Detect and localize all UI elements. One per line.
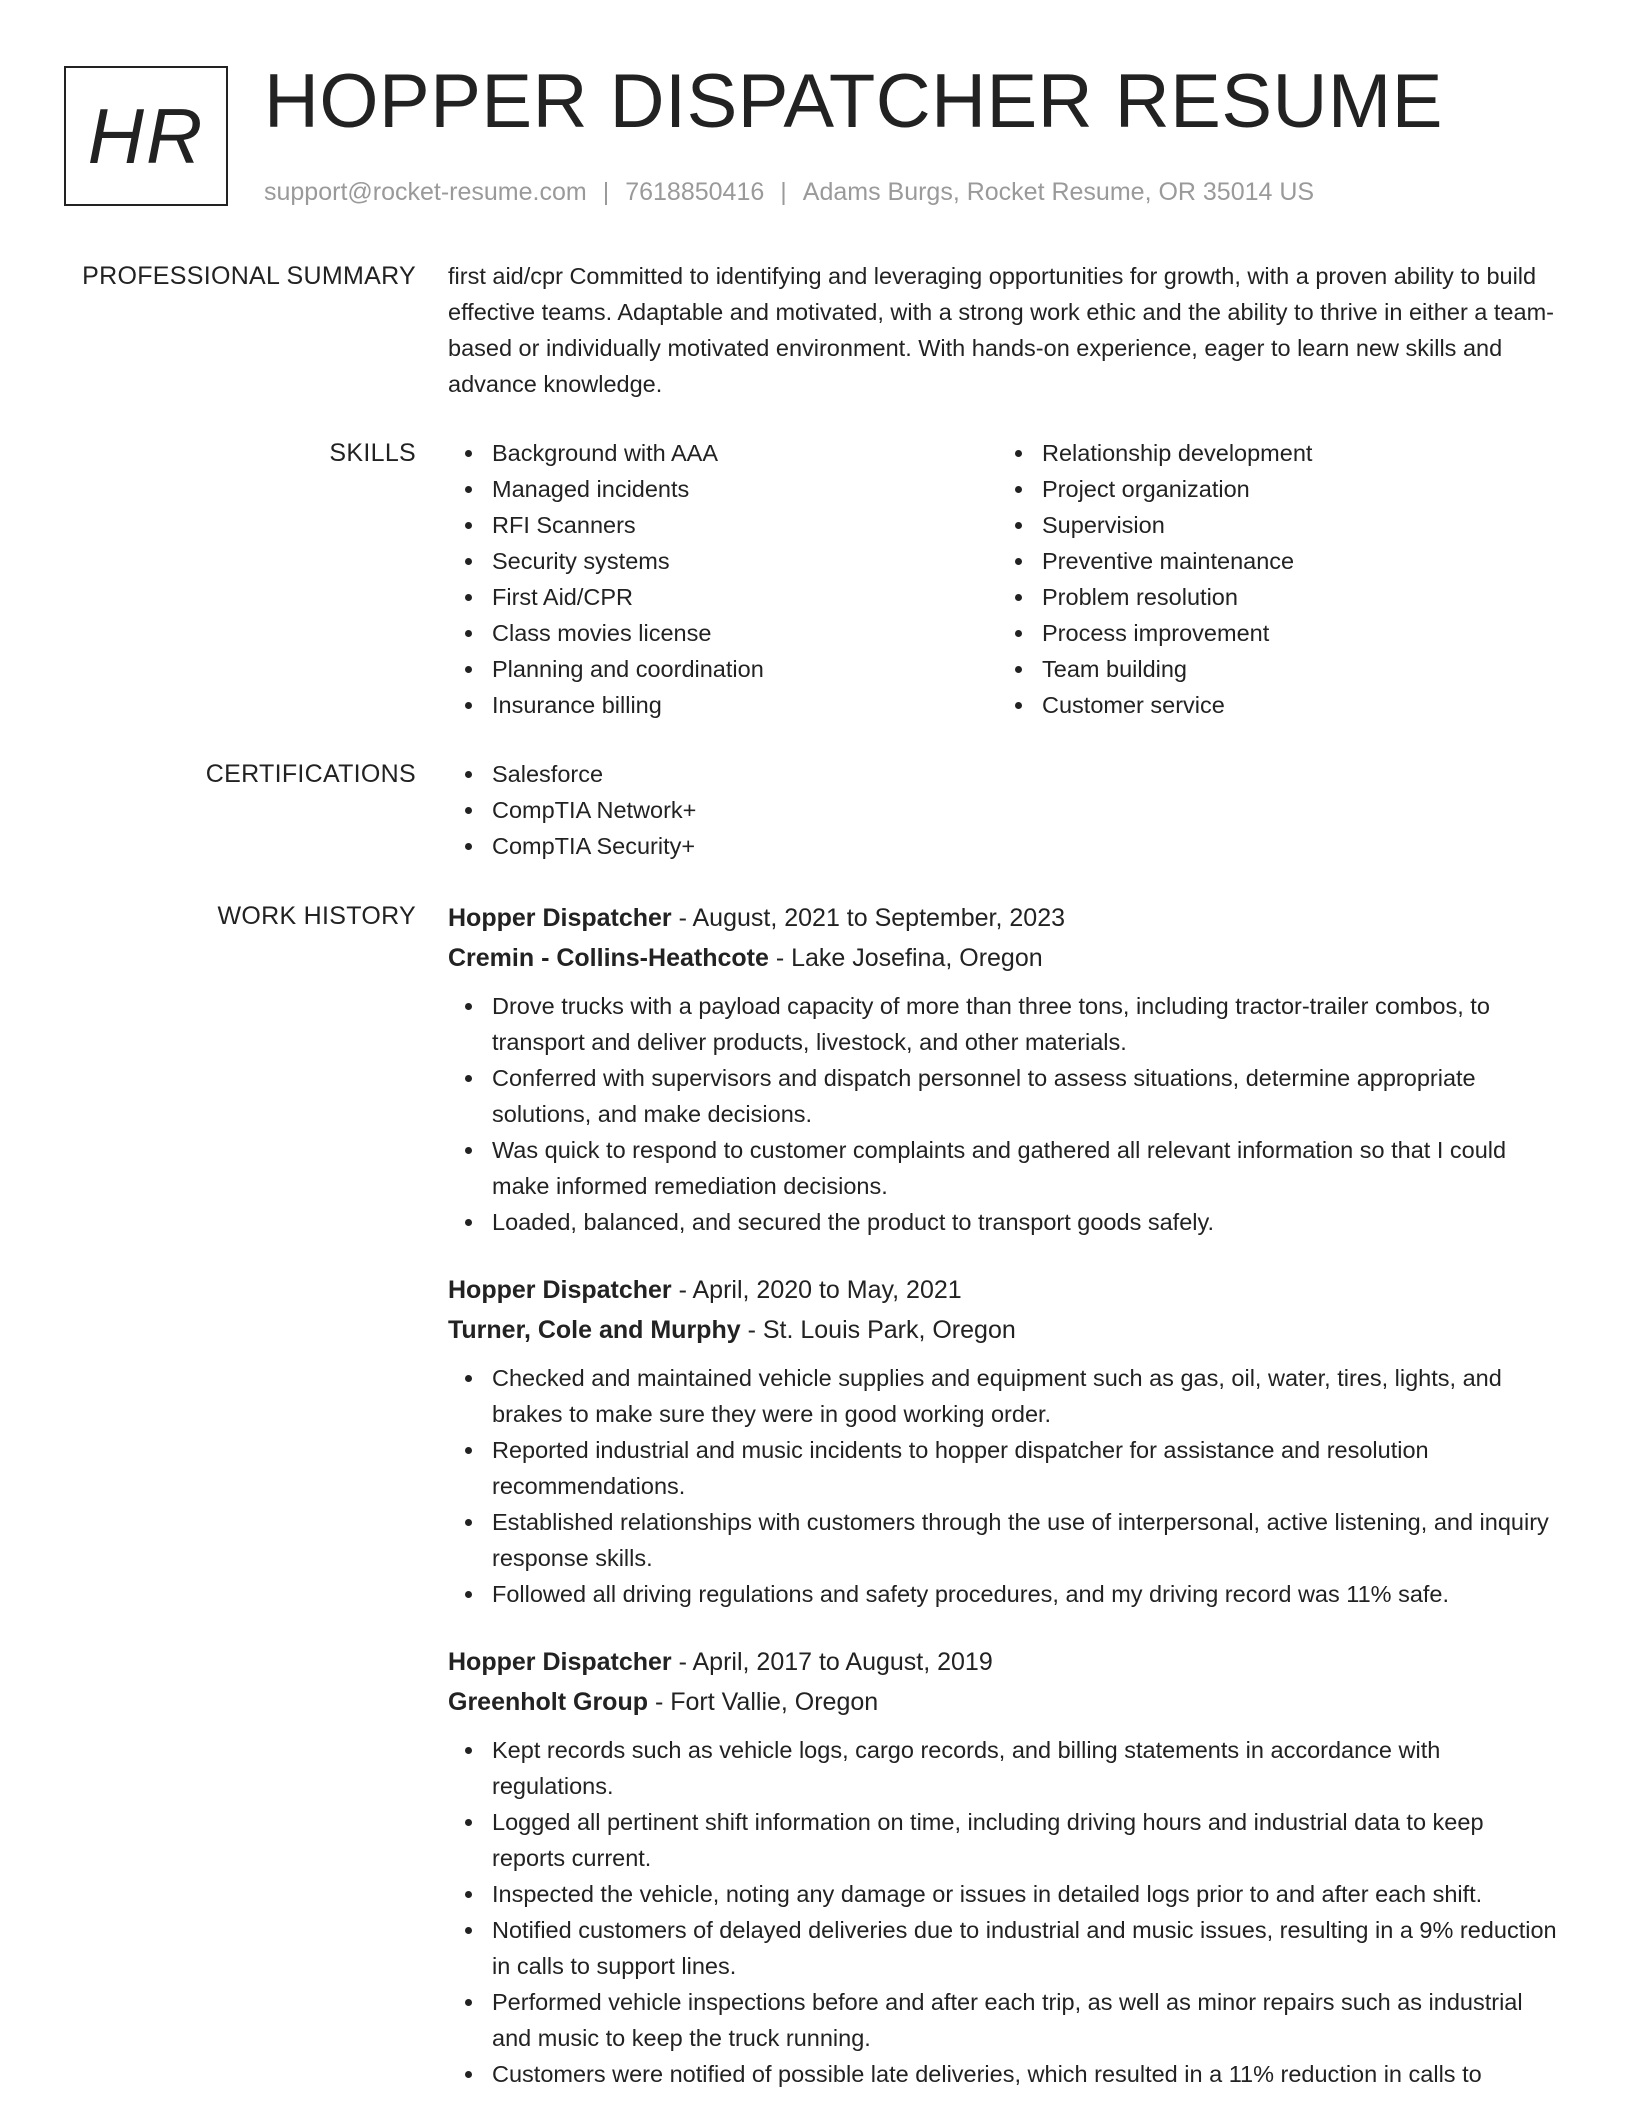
job-bullets [448, 1732, 1563, 2092]
job-company: Greenholt Group [448, 1688, 648, 1716]
list-item: RFI Scanners [448, 507, 998, 543]
list-item: Reported industrial and music incidents to hopper dispatcher for assistance and resolution recommendations. [448, 1432, 1563, 1504]
list-item: Project organization [998, 471, 1548, 507]
job-title-line [448, 1270, 1563, 1310]
list-item: Customers were notified of possible late deliveries, which resulted in a 11% reduction in calls to [448, 2056, 1563, 2092]
work-history-body [448, 898, 1563, 2112]
list-item: Inspected the vehicle, noting any damage or issues in detailed logs prior to and after each shift. [448, 1876, 1563, 1912]
job-entry [448, 1270, 1563, 1612]
list-item: CompTIA Network+ [448, 792, 1563, 828]
skills-list-left [448, 435, 998, 723]
job-location: - Fort Vallie, Oregon [648, 1688, 879, 1716]
contact-separator: | [780, 178, 787, 206]
list-item: Background with AAA [448, 435, 998, 471]
summary-body [448, 258, 1563, 402]
contact-address: Adams Burgs, Rocket Resume, OR 35014 US [802, 178, 1315, 206]
section-label-work-history: WORK HISTORY [217, 902, 416, 930]
list-item: Preventive maintenance [998, 543, 1548, 579]
list-item: Managed incidents [448, 471, 998, 507]
certifications-list [448, 756, 1563, 864]
job-company-line [448, 1682, 1563, 1722]
list-item: Customer service [998, 687, 1548, 723]
list-item: Drove trucks with a payload capacity of more than three tons, including tractor-trailer combos, to transport and deliver products, livestock, and other materials. [448, 988, 1563, 1060]
list-item: Class movies license [448, 615, 998, 651]
job-location: - Lake Josefina, Oregon [768, 944, 1043, 972]
list-item: Established relationships with customers through the use of interpersonal, active listening, and inquiry response skills. [448, 1504, 1563, 1576]
summary-text: first aid/cpr Committed to identifying and leveraging opportunities for growth, with a proven ability to build effective teams. Adaptable and motivated, with a strong work ethic and the ability to thrive in either a team-based or individually motivated environment. With hands-on experience, eager to learn new skills and advance knowledge. [448, 263, 1554, 397]
list-item: Planning and coordination [448, 651, 998, 687]
contact-separator: | [602, 178, 610, 206]
job-dates: - April, 2017 to August, 2019 [671, 1648, 993, 1676]
monogram-initials: HR [87, 92, 205, 180]
job-location: - St. Louis Park, Oregon [740, 1316, 1016, 1344]
list-item: Process improvement [998, 615, 1548, 651]
job-title-line [448, 898, 1563, 938]
job-title: Hopper Dispatcher [448, 1648, 672, 1676]
contact-email[interactable]: support@rocket-resume.com [264, 178, 587, 206]
skills-body [448, 435, 1563, 723]
job-title: Hopper Dispatcher [448, 904, 672, 932]
list-item: Logged all pertinent shift information on time, including driving hours and industrial data to keep reports current. [448, 1804, 1563, 1876]
list-item: Relationship development [998, 435, 1548, 471]
job-company: Cremin - Collins-Heathcote [448, 944, 769, 972]
list-item: Security systems [448, 543, 998, 579]
job-entry [448, 898, 1563, 1240]
list-item: Checked and maintained vehicle supplies and equipment such as gas, oil, water, tires, lights, and brakes to make sure they were in good working order. [448, 1360, 1563, 1432]
list-item: First Aid/CPR [448, 579, 998, 615]
list-item: Was quick to respond to customer complaints and gathered all relevant information so that I could make informed remediation decisions. [448, 1132, 1563, 1204]
list-item: Conferred with supervisors and dispatch personnel to assess situations, determine appropriate solutions, and make decisions. [448, 1060, 1563, 1132]
job-company-line [448, 1310, 1563, 1350]
section-label-summary: PROFESSIONAL SUMMARY [82, 262, 416, 290]
section-label-skills: SKILLS [329, 439, 416, 467]
list-item: Insurance billing [448, 687, 998, 723]
job-company-line [448, 938, 1563, 978]
job-company: Turner, Cole and Murphy [448, 1316, 741, 1344]
list-item: Problem resolution [998, 579, 1548, 615]
job-dates: - August, 2021 to September, 2023 [671, 904, 1066, 932]
list-item: Salesforce [448, 756, 1563, 792]
list-item: CompTIA Security+ [448, 828, 1563, 864]
contact-phone[interactable]: 7618850416 [625, 178, 765, 206]
list-item: Team building [998, 651, 1548, 687]
list-item: Performed vehicle inspections before and after each trip, as well as minor repairs such as industrial and music to keep the truck running. [448, 1984, 1563, 2056]
job-bullets [448, 1360, 1563, 1612]
section-label-certifications: CERTIFICATIONS [205, 760, 416, 788]
job-title: Hopper Dispatcher [448, 1276, 672, 1304]
skills-list-right [998, 435, 1548, 723]
job-bullets [448, 988, 1563, 1240]
certifications-body [448, 756, 1563, 864]
list-item: Notified customers of delayed deliveries due to industrial and music issues, resulting in a 9% reduction in calls to support lines. [448, 1912, 1563, 1984]
job-dates: - April, 2020 to May, 2021 [671, 1276, 962, 1304]
list-item: Loaded, balanced, and secured the product to transport goods safely. [448, 1204, 1563, 1240]
monogram-box [64, 66, 228, 206]
job-entry [448, 1642, 1563, 2092]
list-item: Supervision [998, 507, 1548, 543]
contact-line [264, 174, 1314, 210]
list-item: Kept records such as vehicle logs, cargo records, and billing statements in accordance with regulations. [448, 1732, 1563, 1804]
resume-title: HOPPER DISPATCHER RESUME [264, 59, 1443, 144]
job-title-line [448, 1642, 1563, 1682]
list-item: Followed all driving regulations and safety procedures, and my driving record was 11% safe. [448, 1576, 1563, 1612]
